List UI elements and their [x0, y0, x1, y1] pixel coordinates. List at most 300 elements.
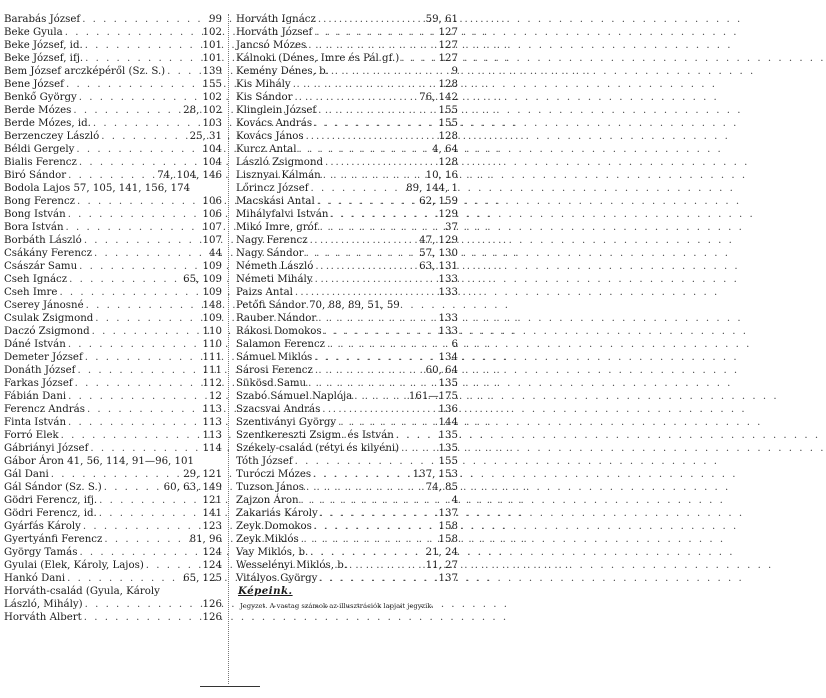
entry-name: Cseh Imre: [4, 287, 58, 298]
index-entry: [4, 598, 222, 611]
index-entry: [4, 26, 222, 39]
index-entry: [4, 299, 222, 312]
index-entry: [4, 156, 222, 169]
entry-name: Kovács András: [236, 118, 313, 129]
index-entry: [4, 507, 222, 520]
entry-pages: 109: [202, 261, 222, 272]
entry-pages: 123: [202, 521, 222, 532]
index-entry: [4, 78, 222, 91]
leader-dots: [292, 91, 419, 104]
index-entry: [236, 247, 458, 260]
entry-pages: 60, 63, 149: [163, 482, 222, 493]
entry-pages: 59, 61: [425, 14, 458, 25]
leader-dots: [312, 351, 438, 364]
index-entry: [4, 91, 222, 104]
entry-pages: 135: [438, 378, 458, 389]
index-entry: [236, 416, 458, 429]
entry-pages: 107: [202, 222, 222, 233]
entry-name: Berde Mózes: [4, 105, 72, 116]
index-entry: [4, 13, 222, 26]
entry-pages: 65, 125: [183, 573, 222, 584]
entry-pages: 4, 64: [432, 144, 458, 155]
entry-name: Macskási Antal: [236, 196, 315, 207]
index-entry: [236, 182, 458, 195]
leader-dots: [82, 234, 203, 247]
entry-name: Paizs Antal: [236, 287, 293, 298]
index-entry: [236, 26, 458, 39]
entry-name: Nagy Ferencz: [236, 235, 308, 246]
index-entry: [236, 442, 458, 455]
leader-dots: [66, 338, 203, 351]
entry-pages: 113: [202, 417, 222, 428]
index-entry: [236, 104, 458, 117]
entry-name: Németi Mihály: [236, 274, 313, 285]
index-entry: [236, 156, 458, 169]
entry-pages: 65, 109: [183, 274, 222, 285]
entry-name: Barabás József: [4, 14, 81, 25]
entry-pages: 57, 130: [419, 248, 458, 259]
leader-dots: [312, 117, 438, 130]
entry-pages: 133: [438, 326, 458, 337]
leader-dots: [318, 507, 439, 520]
entry-name: Zajzon Áron: [236, 495, 299, 506]
entry-pages: 121: [202, 495, 222, 506]
leader-dots: [65, 572, 183, 585]
entry-pages: 113: [202, 404, 222, 415]
entry-pages: 111: [202, 352, 222, 363]
index-entry: [4, 377, 222, 390]
entry-name: Csulak Zsigmond: [4, 313, 94, 324]
entry-name: Béldi Gergely: [4, 144, 75, 155]
leader-dots: [352, 390, 409, 403]
leader-dots: [347, 559, 426, 572]
entry-name: Sárosi Ferencz: [236, 365, 313, 376]
entry-pages: 158: [438, 534, 458, 545]
entry-pages: 110: [202, 339, 222, 350]
entry-name: Hankó Dani: [4, 573, 66, 584]
entry-name: Gyárfás Károly: [4, 521, 81, 532]
entry-name: Bem József arczképéről (Sz. S.): [4, 66, 166, 77]
leader-dots: [325, 338, 451, 351]
index-entry: [4, 221, 222, 234]
index-entry: [4, 572, 222, 585]
leader-dots: [306, 377, 438, 390]
leader-dots: [73, 377, 203, 390]
leader-dots: [399, 442, 438, 455]
index-entry: [4, 364, 222, 377]
leader-dots: [92, 247, 209, 260]
entry-pages: 155: [438, 118, 458, 129]
entry-name: Rauber Nándor: [236, 313, 317, 324]
index-entry: [4, 39, 222, 52]
entry-pages: 10, 16: [425, 170, 458, 181]
entry-name: Lisznyai Kálmán: [236, 170, 321, 181]
index-entry: [4, 312, 222, 325]
index-entry: [236, 481, 458, 494]
index-entry: [4, 585, 222, 598]
entry-name: Császár Samu: [4, 261, 78, 272]
entry-name: Zeyk Domokos: [236, 521, 312, 532]
entry-name: Bialis Ferencz: [4, 157, 77, 168]
entry-pages: 113: [202, 430, 222, 441]
entry-pages: 47, 129: [419, 235, 458, 246]
entry-name: Demeter József: [4, 352, 83, 363]
leader-dots: [63, 26, 203, 39]
entry-name: Szacsvai András: [236, 404, 321, 415]
entry-name: Szentiványi György: [236, 417, 337, 428]
index-entry: [236, 52, 458, 65]
leader-dots: [102, 481, 164, 494]
leader-dots: [165, 65, 202, 78]
index-entry: [236, 533, 458, 546]
column-divider: [228, 14, 229, 684]
index-entry: [236, 468, 458, 481]
leader-dots: [313, 273, 439, 286]
entry-pages: 106: [202, 196, 222, 207]
leader-dots: [309, 182, 407, 195]
entry-pages: 106: [202, 209, 222, 220]
index-entry: [4, 234, 222, 247]
leader-dots: [82, 611, 203, 624]
entry-name: Sámuel Miklós: [236, 352, 313, 363]
entry-pages: 128: [438, 157, 458, 168]
index-entry: [236, 117, 458, 130]
leader-dots: [66, 208, 203, 221]
leader-dots: [316, 13, 426, 26]
entry-name: Beke Gyula: [4, 27, 63, 38]
leader-dots: [85, 403, 203, 416]
index-entry: [236, 546, 458, 559]
entry-name: Zeyk Miklós: [236, 534, 299, 545]
entry-pages: 127: [438, 40, 458, 51]
leader-dots: [102, 533, 189, 546]
right-column-entries: [236, 13, 458, 585]
leader-dots: [64, 221, 203, 234]
leader-dots: [99, 130, 189, 143]
leader-dots: [97, 507, 203, 520]
entry-name: Horváth Albert: [4, 612, 82, 623]
leader-dots: [64, 78, 203, 91]
index-entry: [4, 494, 222, 507]
entry-pages: 60, 64: [425, 365, 458, 376]
entry-pages: 63, 131: [419, 261, 458, 272]
leader-dots: [394, 429, 439, 442]
leader-dots: [66, 416, 203, 429]
index-entry: [236, 91, 458, 104]
leader-dots: [304, 481, 426, 494]
entry-pages: 114: [202, 443, 222, 454]
entry-name: Kovács János: [236, 131, 304, 142]
entry-pages: 155: [202, 79, 222, 90]
entry-pages: 102: [202, 27, 222, 38]
leader-dots: [90, 325, 203, 338]
entry-pages: 112: [202, 378, 222, 389]
leader-dots: [336, 416, 438, 429]
entry-name: Klinglein József: [236, 105, 317, 116]
entry-pages: 111: [202, 365, 222, 376]
entry-name: Gyertyánfi Ferencz: [4, 534, 103, 545]
entry-pages: 89, 144, 1: [406, 183, 458, 194]
leader-dots: [293, 455, 439, 468]
leader-dots: [323, 156, 439, 169]
index-entry: [236, 130, 458, 143]
index-entry: [236, 494, 458, 507]
leader-dots: [299, 494, 452, 507]
leader-dots: [88, 442, 202, 455]
entry-name: Bong István: [4, 209, 66, 220]
entry-pages: 136: [438, 404, 458, 415]
entry-pages: 9: [451, 66, 458, 77]
bottom-rule: [200, 686, 260, 687]
index-entry: [236, 377, 458, 390]
entry-name: Horváth József: [236, 27, 313, 38]
leader-dots: [74, 143, 202, 156]
leader-dots: [97, 494, 202, 507]
leader-dots: [71, 104, 183, 117]
index-entry: [4, 143, 222, 156]
index-entry: [236, 351, 458, 364]
entry-pages: 135: [438, 430, 458, 441]
entry-pages: 44: [209, 248, 222, 259]
entry-pages: 124: [202, 560, 222, 571]
entry-pages: 81, 96: [189, 534, 222, 545]
entry-name: Jancsó Mózes: [236, 40, 307, 51]
entry-name: Kemény Dénes, b.: [236, 66, 329, 77]
index-entry: [236, 13, 458, 26]
entry-pages: 124: [202, 547, 222, 558]
index-entry: [4, 104, 222, 117]
leader-dots: [93, 312, 202, 325]
entry-pages: 104: [202, 144, 222, 155]
leader-dots: [80, 13, 209, 26]
entry-name: Nagy Sándor: [236, 248, 304, 259]
leader-dots: [322, 325, 439, 338]
index-entry: [236, 286, 458, 299]
index-entry: [4, 117, 222, 130]
section-title: Képeink.: [238, 585, 293, 597]
entry-name: Berde Mózes, id.: [4, 118, 91, 129]
leader-dots: [316, 104, 438, 117]
leader-dots: [83, 39, 203, 52]
index-entry: [236, 208, 458, 221]
entry-name: Horváth Ignácz: [236, 14, 316, 25]
index-entry: [236, 520, 458, 533]
entry-pages: 11, 27: [425, 560, 458, 571]
leader-dots: [291, 78, 439, 91]
entry-name: Beke József, ifj.: [4, 53, 84, 64]
entry-pages: 155: [438, 105, 458, 116]
index-entry: [4, 247, 222, 260]
entry-pages: 101: [202, 53, 222, 64]
index-entry: [4, 611, 222, 624]
index-entry: [4, 273, 222, 286]
entry-pages: 109: [202, 287, 222, 298]
footnote: Jegyzet. A vastag számok az illusztrációk lapjait jegyzik.: [240, 602, 434, 610]
entry-pages: 126: [202, 599, 222, 610]
leader-dots: [81, 520, 203, 533]
entry-pages: 74, 85: [425, 482, 458, 493]
leader-dots: [304, 247, 419, 260]
entry-pages: 133: [438, 287, 458, 298]
index-entry: [4, 559, 222, 572]
leader-dots: [83, 351, 203, 364]
entry-pages: 158: [438, 521, 458, 532]
entry-pages: 76, 142: [419, 92, 458, 103]
entry-name: Kurcz Antal: [236, 144, 297, 155]
entry-pages: 137, 153: [412, 469, 458, 480]
entry-pages: 141: [202, 508, 222, 519]
entry-name: Gábor Áron 41, 56, 114, 91—96, 101: [4, 456, 194, 467]
leader-dots: [320, 403, 438, 416]
index-entry: [4, 286, 222, 299]
entry-name: Gál Sándor (Sz. S.): [4, 482, 102, 493]
entry-name: Donáth József: [4, 365, 76, 376]
leader-dots: [306, 39, 438, 52]
entry-name: Kis Mihály: [236, 79, 291, 90]
entry-name: Salamon Ferencz: [236, 339, 326, 350]
index-entry: [236, 364, 458, 377]
index-entry: [236, 78, 458, 91]
leader-dots: [77, 91, 203, 104]
entry-name: Wesselényi Miklós, b.: [236, 560, 347, 571]
entry-pages: 101: [202, 40, 222, 51]
entry-name: Rákosi Domokos: [236, 326, 322, 337]
entry-name: Biró Sándor: [4, 170, 67, 181]
index-entry: [236, 312, 458, 325]
entry-name: Gödri Ferencz, id.: [4, 508, 97, 519]
entry-name: Fábián Dani: [4, 391, 67, 402]
entry-name: György Tamás: [4, 547, 78, 558]
index-entry: [236, 455, 458, 468]
leader-dots: [312, 26, 438, 39]
entry-pages: 148: [202, 300, 222, 311]
index-entry: [4, 429, 222, 442]
entry-name: Beke József, id.: [4, 40, 83, 51]
index-entry: [236, 143, 458, 156]
index-entry: [236, 572, 458, 585]
entry-pages: 144: [438, 417, 458, 428]
index-column-left: [4, 13, 222, 624]
index-entry: [236, 429, 458, 442]
entry-pages: 135: [438, 443, 458, 454]
index-entry: [236, 390, 458, 403]
index-column-right: [236, 13, 458, 611]
leader-dots: [304, 130, 439, 143]
leader-dots: [308, 234, 420, 247]
index-entry: [4, 52, 222, 65]
leader-dots: [313, 364, 426, 377]
entry-name: László Zsigmond: [236, 157, 324, 168]
leader-dots: [59, 429, 203, 442]
index-entry: [236, 338, 458, 351]
leader-dots: [49, 468, 183, 481]
entry-name: Dáné István: [4, 339, 66, 350]
entry-name: Szabó Sámuel Naplója: [236, 391, 353, 402]
entry-name: Kálnoki (Dénes, Imre és Pál gf.): [236, 53, 400, 64]
leader-dots: [77, 156, 203, 169]
entry-name: Finta István: [4, 417, 67, 428]
entry-pages: 133: [438, 313, 458, 324]
entry-pages: 134: [438, 352, 458, 363]
index-entry: [236, 299, 458, 312]
index-entry: [4, 546, 222, 559]
entry-name: Mihályfalvi István: [236, 209, 329, 220]
index-entry: [4, 520, 222, 533]
leader-dots: [144, 559, 203, 572]
entry-pages: 109: [202, 313, 222, 324]
entry-pages: 128: [438, 131, 458, 142]
leader-dots: [299, 533, 439, 546]
entry-name: László, Mihály): [4, 599, 83, 610]
index-entry: [236, 260, 458, 273]
index-entry: [236, 169, 458, 182]
entry-name: Kis Sándor: [236, 92, 293, 103]
index-entry: [236, 507, 458, 520]
entry-pages: 4: [451, 495, 458, 506]
entry-pages: 103: [202, 118, 222, 129]
entry-name: Farkas József: [4, 378, 73, 389]
index-entry: [4, 455, 222, 468]
entry-name: Gábriányi József: [4, 443, 89, 454]
entry-name: Bene József: [4, 79, 64, 90]
entry-pages: 110: [202, 326, 222, 337]
leader-dots: [66, 169, 157, 182]
entry-name: Forró Elek: [4, 430, 59, 441]
leader-dots: [321, 169, 426, 182]
entry-pages: 133: [438, 274, 458, 285]
index-entry: [4, 390, 222, 403]
index-entry: [4, 325, 222, 338]
leader-dots: [77, 260, 202, 273]
index-entry: [236, 65, 458, 78]
entry-pages: 62, 159: [419, 196, 458, 207]
entry-pages: 28, 102: [183, 105, 222, 116]
pictures-section-heading: [236, 585, 458, 598]
index-entry: [236, 273, 458, 286]
entry-name: Cseh Ignácz: [4, 274, 68, 285]
entry-pages: 37: [445, 222, 458, 233]
leader-dots: [296, 143, 432, 156]
index-entry: [4, 416, 222, 429]
index-entry: [4, 403, 222, 416]
index-entry: [4, 481, 222, 494]
entry-pages: 6: [451, 339, 458, 350]
entry-name: Sükösd Samu: [236, 378, 307, 389]
index-entry: [236, 325, 458, 338]
entry-pages: 127: [438, 53, 458, 64]
index-entry: [4, 533, 222, 546]
entry-name: Ferencz András: [4, 404, 85, 415]
entry-pages: 126: [202, 612, 222, 623]
entry-pages: 107: [202, 235, 222, 246]
entry-name: Székely-család (rétyi és kilyéni): [236, 443, 400, 454]
leader-dots: [313, 260, 419, 273]
index-entry: [4, 208, 222, 221]
leader-dots: [317, 572, 438, 585]
leader-dots: [328, 208, 438, 221]
entry-pages: 137: [438, 573, 458, 584]
leader-dots: [308, 546, 425, 559]
entry-name: Lőrincz József: [236, 183, 309, 194]
index-entry: [4, 338, 222, 351]
entry-name: Cserey Jánosné: [4, 300, 84, 311]
entry-name: Németh László: [236, 261, 314, 272]
entry-pages: 102: [202, 92, 222, 103]
entry-pages: 99: [209, 14, 222, 25]
index-entry: [236, 403, 458, 416]
entry-pages: 127: [438, 27, 458, 38]
entry-name: Gál Dani: [4, 469, 49, 480]
